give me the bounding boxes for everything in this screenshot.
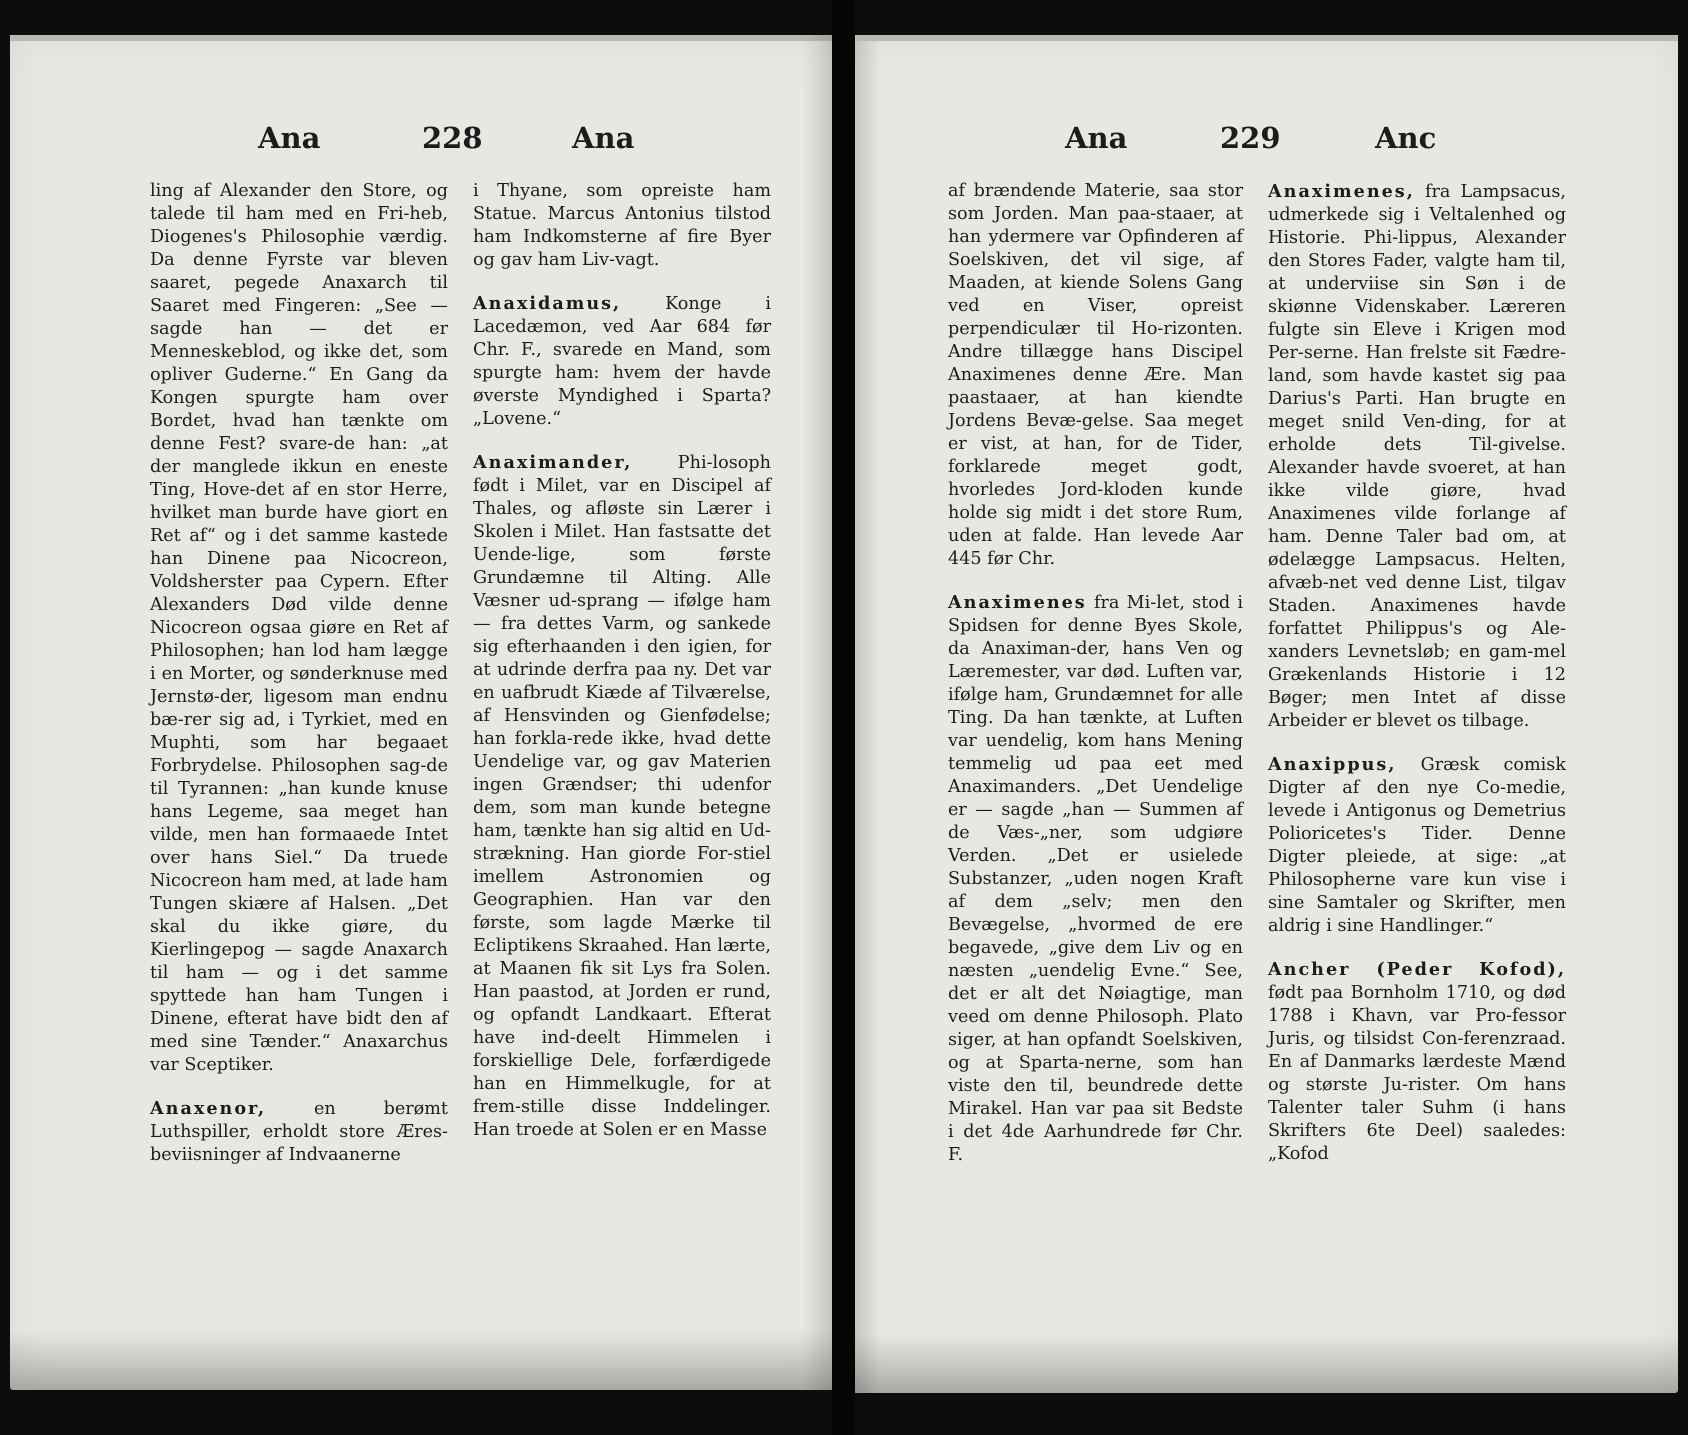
page-edge-top	[855, 35, 1678, 41]
right-page	[855, 35, 1678, 1393]
entry-text: Phi-losoph født i Milet, var en Discipel af Thales, og afløste sin Lærer i Skolen i Milet. Han fastsatte det Uende-lige, som første Grundæmne til Alting. Alle Væsner ud-sprang — ifølge ham — fra dettes Varm, og sankede sig efterhaanden i den igien, for at udrinde derfra paa ny. Det var en uafbrudt Kiæde af Tilværelse, af Hensvinden og Gienfødelse; han forkla-rede ikke, hvad dette Uendelige var, og gav Materien ingen Grændser; thi udenfor dem, som man kunde betegne ham, tænkte han sig altid en Ud-strækning. Han giorde For-stiel imellem Astronomien og Geographien. Han var den første, som lagde Mærke til Ecliptikens Skraahed. Han lærte, at Maanen fik sit Lys fra Solen. Han paastod, at Jorden er rund, og opfandt Landkaart. Efterat have ind-deelt Himmelen i forskiellige Dele, forfærdigede han en Himmelkugle, for at frem-stille disse Inddelinger. Han troede at Solen er en Masse	[473, 453, 771, 1140]
entry-text: en berømt Luthspiller, erholdt store Æres-beviisninger af Indvaanerne	[150, 1099, 448, 1165]
page-edge-top	[10, 35, 832, 41]
right-page-column-2	[1268, 180, 1566, 1166]
entry-text: Konge i Lacedæmon, ved Aar 684 før Chr. F., svarede en Mand, som spurgte ham: hvem der havde øverste Myndighed i Sparta? „Lovene.“	[473, 294, 771, 429]
entry-headword: Anaximenes,	[1268, 181, 1415, 202]
entry-paragraph	[473, 292, 771, 431]
entry-text: født paa Bornholm 1710, og død 1788 i Khavn, var Pro-fessor Juris, og tilsidst Con-ferenzraad. En af Danmarks lærdeste Mænd og største Ju-rister. Om hans Talenter taler Suhm (i hans Skrifters 6te Deel) saaledes: „Kofod	[1268, 983, 1566, 1164]
entry-headword: Anaxenor,	[150, 1098, 267, 1119]
entry-paragraph	[1268, 753, 1566, 938]
left-page-column-1	[150, 180, 448, 1167]
entry-paragraph	[948, 591, 1243, 1167]
entry-paragraph	[948, 180, 1243, 571]
page-number: 229	[1220, 121, 1281, 155]
left-page	[10, 35, 832, 1390]
entry-paragraph	[473, 451, 771, 1142]
running-head-right: Anc	[1375, 121, 1437, 155]
entry-paragraph	[150, 1097, 448, 1167]
left-page-header	[10, 121, 832, 171]
left-page-column-2	[473, 180, 771, 1142]
entry-headword: Anaximander,	[473, 452, 633, 473]
running-head-right: Ana	[572, 121, 635, 155]
entry-paragraph	[1268, 958, 1566, 1166]
entry-text: i Thyane, som opreiste ham Statue. Marcus Antonius tilstod ham Indkomsterne af fire Byer og gav ham Liv-vagt.	[473, 181, 771, 270]
entry-text: af brændende Materie, saa stor som Jorden. Man paa-staaer, at han ydermere var Opfinderen af Soelskiven, det vil sige, af Maaden, at kiende Solens Gang ved en Viser, opreist perpendiculær til Ho-rizonten. Andre tillægge hans Discipel Anaximenes denne Ære. Man paastaaer, at han kiendte Jordens Bevæ-gelse. Saa meget er vist, at han, for de Tider, forklarede meget godt, hvorledes Jord-kloden kunde holde sig midt i det store Rum, uden at falde. Han levede Aar 445 før Chr.	[948, 181, 1243, 569]
entry-text: fra Lampsacus, udmerkede sig i Veltalenhed og Historie. Phi-lippus, Alexander den Stores Fader, valgte ham til, at underviise sin Søn i de skiønne Videnskaber. Læreren fulgte sin Eleve i Krigen mod Per-serne. Han frelste sit Fædre-land, som havde kastet sig paa Darius's Parti. Han brugte en meget snild Ven-ding, for at erholde dets Til-givelse. Alexander havde svoeret, at han ikke vilde giøre, hvad Anaximenes vilde forlange af ham. Denne Taler bad om, at ødelægge Lampsacus. Helten, afvæb-net ved denne List, tilgav Staden. Anaximenes havde forfattet Philippus's og Ale-xanders Levnetsløb; en gam-mel Grækenlands Historie i 12 Bøger; men Intet af disse Arbeider er blevet os tilbage.	[1268, 182, 1566, 731]
entry-text: ling af Alexander den Store, og talede til ham med en Fri-heb, Diogenes's Philosophie værdig. Da denne Fyrste var bleven saaret, pegede Anaxarch til Saaret med Fingeren: „See — sagde han — det er Menneskeblod, og ikke det, som opliver Guderne.“ En Gang da Kongen spurgte ham over Bordet, hvad han tænkte om denne Fest? svare-de han: „at der manglede ikkun en eneste Ting, Hove-det af en stor Herre, hvilket man burde have giort en Ret af“ og i det samme kastede han Dinene paa Nicocreon, Voldsherster paa Cypern. Efter Alexanders Død vilde denne Nicocreon ogsaa giøre en Ret af Philosophen; han lod ham lægge i en Morter, og sønderknuse med Jernstø-der, ligesom man endnu bæ-rer sig ad, i Tyrkiet, med en Muphti, som har begaaet Forbrydelse. Philosophen sag-de til Tyrannen: „han kunde knuse hans Legeme, saa meget han vilde, men han formaaede Intet over hans Siel.“ Da truede Nicocreon ham med, at lade ham Tungen skiære af Halsen. „Det skal du ikke giøre, du Kierlingepog — sagde Anaxarch til ham — og i det samme spyttede han ham Tungen i Dinene, efterat have bidt den af med sine Tænder.“ Anaxarchus var Sceptiker.	[150, 181, 448, 1075]
page-number: 228	[422, 121, 483, 155]
page-bottom-shadow	[855, 1333, 1678, 1393]
entry-paragraph	[473, 180, 771, 272]
entry-text: Græsk comisk Digter af den nye Co-medie, levede i Antigonus og Demetrius Polioricetes's Tider. Denne Digter pleiede, at sige: „at Philosopherne vare kun vise i sine Samtaler og Skrifter, men aldrig i sine Handlinger.“	[1268, 755, 1566, 936]
running-head-left: Ana	[258, 121, 321, 155]
right-page-header	[855, 121, 1678, 171]
book-gutter	[832, 0, 855, 1435]
entry-headword: Anaxippus,	[1268, 754, 1397, 775]
right-page-column-1	[948, 180, 1243, 1167]
entry-headword: Anaximenes	[948, 592, 1087, 613]
entry-text: fra Mi-let, stod i Spidsen for denne Byes Skole, da Anaximan-der, hans Ven og Læremester, var død. Luften var, ifølge ham, Grundæmnet for alle Ting. Da han tænkte, at Luften var uendelig, kom hans Mening temmelig ud paa eet med Anaximanders. „Det Uendelige er — sagde „han — Summen af de Væs-„ner, som udgiøre Verden. „Det er usielede Substanzer, „uden nogen Kraft af dem „selv; men den Bevægelse, „hvormed de ere begavede, „give dem Liv og en næsten „uendelig Evne.“ See, det er alt det Nøiagtige, man veed om denne Philosoph. Plato siger, at han opfandt Soelskiven, og at Sparta-nerne, som han viste den til, beundrede dette Mirakel. Han var paa sit Bedste i det 4de Aarhundrede før Chr. F.	[948, 593, 1243, 1165]
entry-paragraph	[150, 180, 448, 1077]
entry-paragraph	[1268, 180, 1566, 733]
entry-headword: Ancher (Peder Kofod),	[1268, 959, 1566, 980]
page-bottom-shadow	[10, 1330, 832, 1390]
running-head-left: Ana	[1065, 121, 1128, 155]
entry-headword: Anaxidamus,	[473, 293, 622, 314]
